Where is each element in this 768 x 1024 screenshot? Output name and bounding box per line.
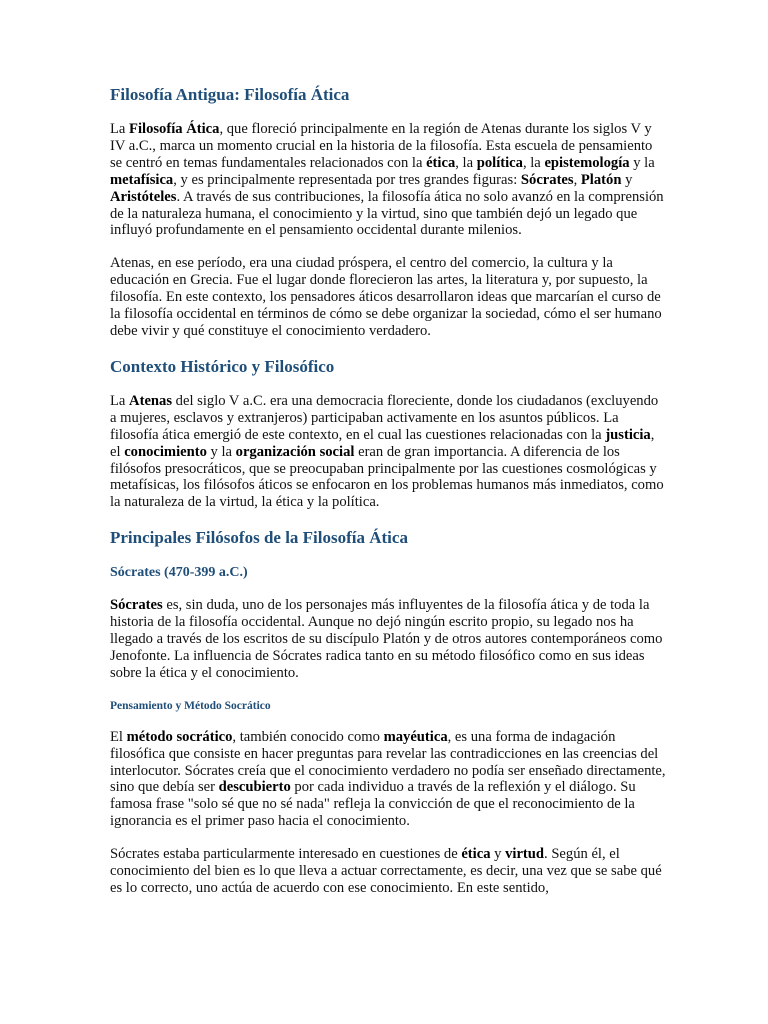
bold-term: método socrático: [126, 728, 233, 745]
socrates-paragraph: Sócrates es, sin duda, uno de los personajes más influyentes de la filosofía ática y de toda la historia de la filosofía occidental. Aunque no dejó ningún escrito propio, su legado nos ha llegado a través de los escritos de su discípulo Platón y de otros autores contemporáneos como Jenofonte. La influencia de Sócrates radica tanto en su método filosófico como en sus ideas sobre la ética y el conocimiento.: [110, 597, 663, 681]
bold-term: Sócrates: [520, 171, 574, 188]
bold-term: justicia: [605, 426, 651, 443]
bold-term: virtud: [505, 846, 545, 863]
bold-term: Sócrates: [110, 597, 163, 614]
section-heading-philosophers: Principales Filósofos de la Filosofía Ática: [110, 528, 408, 548]
bold-term: ética: [426, 154, 456, 171]
method-paragraph-1: El método socrático, también conocido como mayéutica, es una forma de indagación filosófica que consiste en hacer preguntas para revelar las contradicciones en las creencias del interlocutor. Sócrates creía que el conocimiento verdadero no podía ser enseñado directamente, sino que debía ser descubierto por cada individuo a través de la reflexión y el diálogo. Su famosa frase "solo sé que no sé nada" refleja la convicción de que el reconocimiento de la ignorancia es el primer paso hacia el conocimiento.: [110, 728, 666, 830]
bold-term: metafísica: [110, 171, 174, 188]
bold-term: política: [476, 154, 523, 171]
section-heading-context: Contexto Histórico y Filosófico: [110, 356, 335, 376]
context-paragraph: La Atenas del siglo V a.C. era una democracia floreciente, donde los ciudadanos (excluyendo a mujeres, esclavos y extranjeros) participaban activamente en los asuntos públicos. La filosofía ática emergió de este contexto, en el cual las cuestiones relacionadas con la justicia, el conocimiento y la organización social eran de gran importancia. A diferencia de los filósofos presocráticos, que se preocupaban principalmente por las cuestiones cosmológicas y metafísicas, los filósofos áticos se enfocaron en los problemas humanos más inmediatos, como la naturaleza de la virtud, la ética y la política.: [110, 392, 664, 511]
intro-paragraph-1: La Filosofía Ática, que floreció principalmente en la región de Atenas durante los siglos V y IV a.C., marca un momento crucial en la historia de la filosofía. Esta escuela de pensamiento se centró en temas fundamentales relacionados con la ética, la política, la epistemología y la metafísica, y es principalmente representada por tres grandes figuras: Sócrates, Platón y Aristóteles. A través de sus contribuciones, la filosofía ática no solo avanzó en la comprensión de la naturaleza humana, el conocimiento y la virtud, sino que también dejó un legado que influyó profundamente en el pensamiento occidental durante milenios.: [110, 121, 664, 239]
document-title: Filosofía Antigua: Filosofía Ática: [110, 85, 350, 104]
bold-term: Atenas: [129, 392, 173, 409]
bold-term: mayéutica: [383, 728, 448, 745]
document-body: [110, 84, 666, 913]
method-paragraph-2: Sócrates estaba particularmente interesado en cuestiones de ética y virtud. Según él, el conocimiento del bien es lo que lleva a actuar correctamente, es decir, una vez que se sabe qué es lo correcto, uno actúa de acuerdo con ese conocimiento. En este sentido,: [110, 846, 662, 896]
bold-term: organización social: [235, 443, 355, 460]
bold-term: Filosofía Ática: [129, 121, 220, 137]
bold-term: descubierto: [218, 779, 291, 796]
bold-term: Aristóteles: [110, 188, 177, 205]
bold-term: conocimiento: [124, 443, 207, 460]
intro-paragraph-2: Atenas, en ese período, era una ciudad próspera, el centro del comercio, la cultura y la educación en Grecia. Fue el lugar donde florecieron las artes, la literatura y, por supuesto, la filosofía. En este contexto, los pensadores áticos desarrollaron ideas que marcarían el curso de la filosofía occidental en términos de cómo se debe organizar la sociedad, cómo el ser humano debe vivir y qué constituye el conocimiento verdadero.: [110, 255, 662, 339]
bold-term: epistemología: [544, 154, 630, 171]
subsection-heading-socrates: Sócrates (470-399 a.C.): [110, 565, 248, 581]
bold-term: ética: [461, 846, 491, 863]
bold-term: Platón: [580, 171, 622, 188]
subsubsection-heading-method: Pensamiento y Método Socrático: [110, 699, 271, 712]
